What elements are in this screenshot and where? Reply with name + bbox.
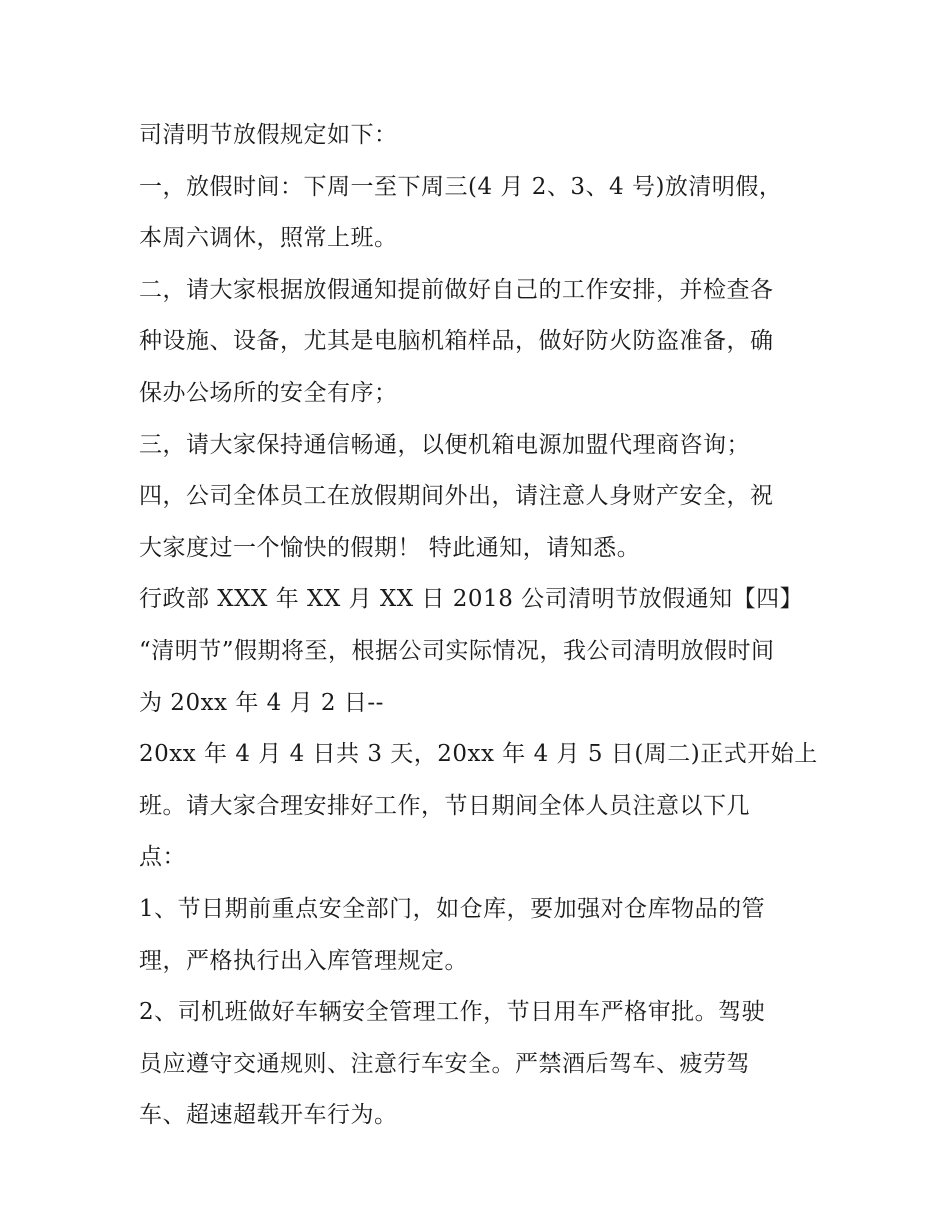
text-line: 员应遵守交通规则、注意行车安全。严禁酒后驾车、疲劳驾: [139, 1050, 750, 1077]
text-line: 班。请大家合理安排好工作，节日期间全体人员注意以下几: [139, 792, 750, 819]
document-body: [139, 110, 839, 1142]
text-line: 三，请大家保持通信畅通，以便机箱电源加盟代理商咨询；: [139, 431, 750, 458]
text-line: 为 20xx 年 4 月 2 日--: [139, 689, 384, 716]
text-line: 二，请大家根据放假通知提前做好自己的工作安排，并检查各: [139, 276, 774, 303]
text-line: 车、超速超载开车行为。: [139, 1102, 398, 1129]
text-line: 种设施、设备，尤其是电脑机箱样品，做好防火防盗准备，确: [139, 328, 774, 355]
text-line: 行政部 XXX 年 XX 月 XX 日 2018 公司清明节放假通知【四】: [139, 586, 804, 613]
text-line: 理，严格执行出入库管理规定。: [139, 947, 468, 974]
text-line: 2、司机班做好车辆安全管理工作，节日用车严格审批。驾驶: [139, 999, 766, 1026]
text-line: 点：: [139, 844, 186, 871]
text-line: 保办公场所的安全有序；: [139, 379, 398, 406]
text-line: “清明节”假期将至，根据公司实际情况，我公司清明放假时间: [139, 637, 775, 664]
text-line: 大家度过一个愉快的假期！ 特此通知，请知悉。: [139, 534, 641, 561]
text-line: 本周六调休，照常上班。: [139, 225, 398, 252]
text-line: 一，放假时间：下周一至下周三(4 月 2、3、4 号)放清明假，: [139, 173, 783, 200]
text-line: 20xx 年 4 月 4 日共 3 天，20xx 年 4 月 5 日(周二)正式开始上: [139, 741, 818, 768]
text-line: 司清明节放假规定如下：: [139, 122, 398, 148]
text-line: 四，公司全体员工在放假期间外出，请注意人身财产安全，祝: [139, 483, 774, 510]
text-line: 1、节日期前重点安全部门，如仓库，要加强对仓库物品的管: [139, 895, 766, 922]
